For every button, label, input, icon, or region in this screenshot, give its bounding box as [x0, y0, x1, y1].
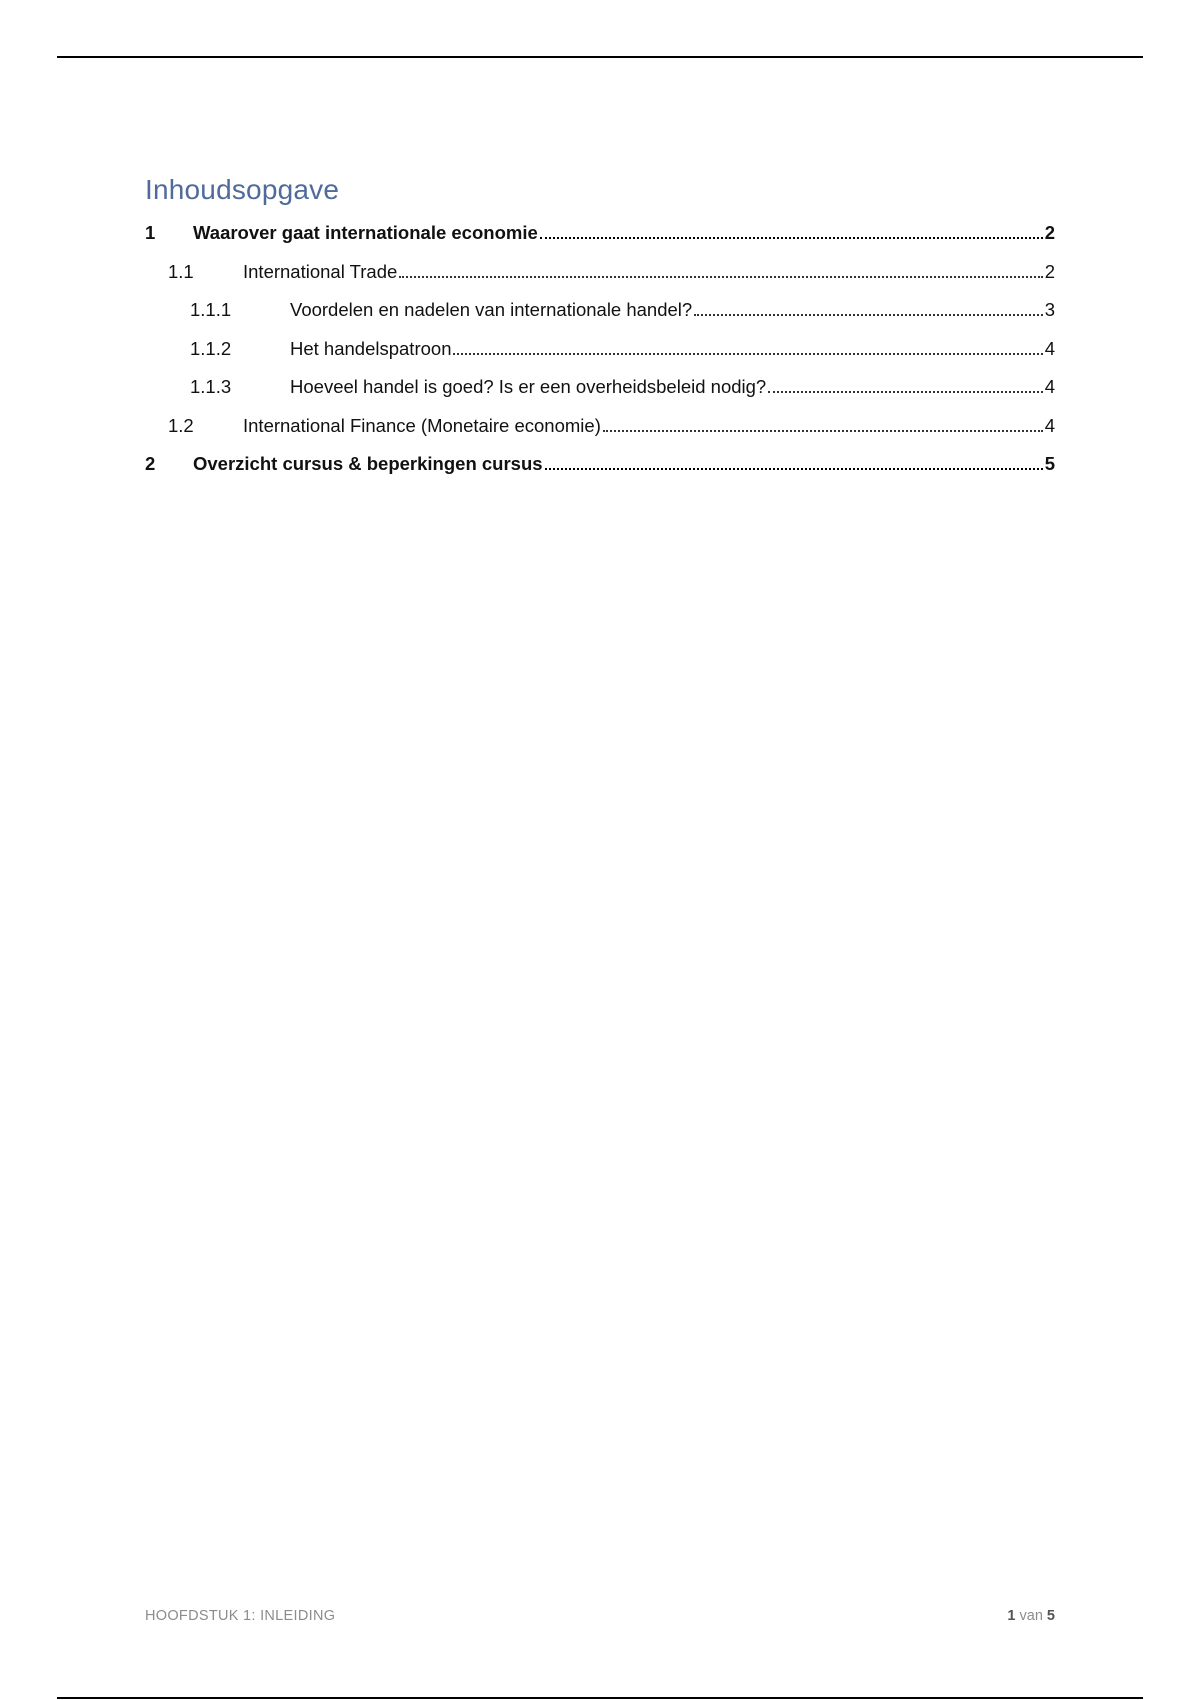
- toc-leader-dots: [540, 236, 1043, 239]
- toc-entry-number: 1.2: [168, 414, 194, 436]
- toc-entry-text: International Trade: [243, 260, 398, 282]
- total-pages-number: 5: [1046, 1608, 1055, 1624]
- toc-entry-text: Overzicht cursus & beperkingen cursus: [193, 453, 543, 474]
- toc-entry-number: 1: [145, 222, 156, 243]
- toc-entry-1-1-2[interactable]: [145, 330, 1055, 369]
- page-separator: van: [1019, 1608, 1043, 1624]
- toc-entry-1-2[interactable]: [145, 407, 1055, 446]
- toc-entry-1[interactable]: [145, 214, 1055, 253]
- header-rule: [57, 56, 1143, 58]
- toc-leader-dots: [545, 467, 1043, 470]
- toc-entry-text: Het handelspatroon: [290, 337, 452, 359]
- toc-leader-dots: [768, 390, 1042, 393]
- toc-entry-page: 4: [1044, 337, 1055, 359]
- toc-leader-dots: [399, 275, 1042, 278]
- toc-entry-text: Voordelen en nadelen van internationale handel?: [290, 299, 693, 320]
- toc-entry-page: 5: [1044, 453, 1055, 474]
- page-number: [1007, 1608, 1055, 1624]
- toc-entry-text: Hoeveel handel is goed? Is er een overheidsbeleid nodig?: [290, 376, 767, 397]
- table-of-contents: [145, 170, 1055, 484]
- page-footer: [145, 1608, 1055, 1624]
- current-page-number: 1: [1007, 1608, 1016, 1624]
- toc-leader-dots: [453, 352, 1042, 355]
- toc-entry-text: International Finance (Monetaire economie): [243, 414, 601, 436]
- toc-entry-page: 4: [1044, 414, 1055, 436]
- toc-leader-dots: [694, 313, 1043, 316]
- toc-entry-1-1-1[interactable]: [145, 291, 1055, 330]
- toc-entry-number: 1.1.2: [190, 337, 232, 359]
- toc-entry-page: 2: [1044, 222, 1055, 243]
- toc-leader-dots: [603, 429, 1043, 432]
- toc-title: Inhoudsopgave: [145, 174, 340, 205]
- toc-entry-number: 1.1.3: [190, 376, 232, 397]
- footer-chapter-title: HOOFDSTUK 1: INLEIDING: [145, 1608, 336, 1624]
- toc-entry-text: Waarover gaat internationale economie: [193, 222, 538, 243]
- toc-entry-page: 2: [1044, 260, 1055, 282]
- toc-entry-number: 1.1: [168, 260, 194, 282]
- toc-entry-2[interactable]: [145, 445, 1055, 484]
- toc-entry-number: 1.1.1: [190, 299, 232, 320]
- toc-entry-1-1-3[interactable]: [145, 368, 1055, 407]
- toc-entry-page: 4: [1044, 376, 1055, 397]
- toc-entry-1-1[interactable]: [145, 253, 1055, 292]
- toc-entry-number: 2: [145, 453, 156, 474]
- footer-rule: [57, 1697, 1143, 1699]
- toc-entry-page: 3: [1044, 299, 1055, 320]
